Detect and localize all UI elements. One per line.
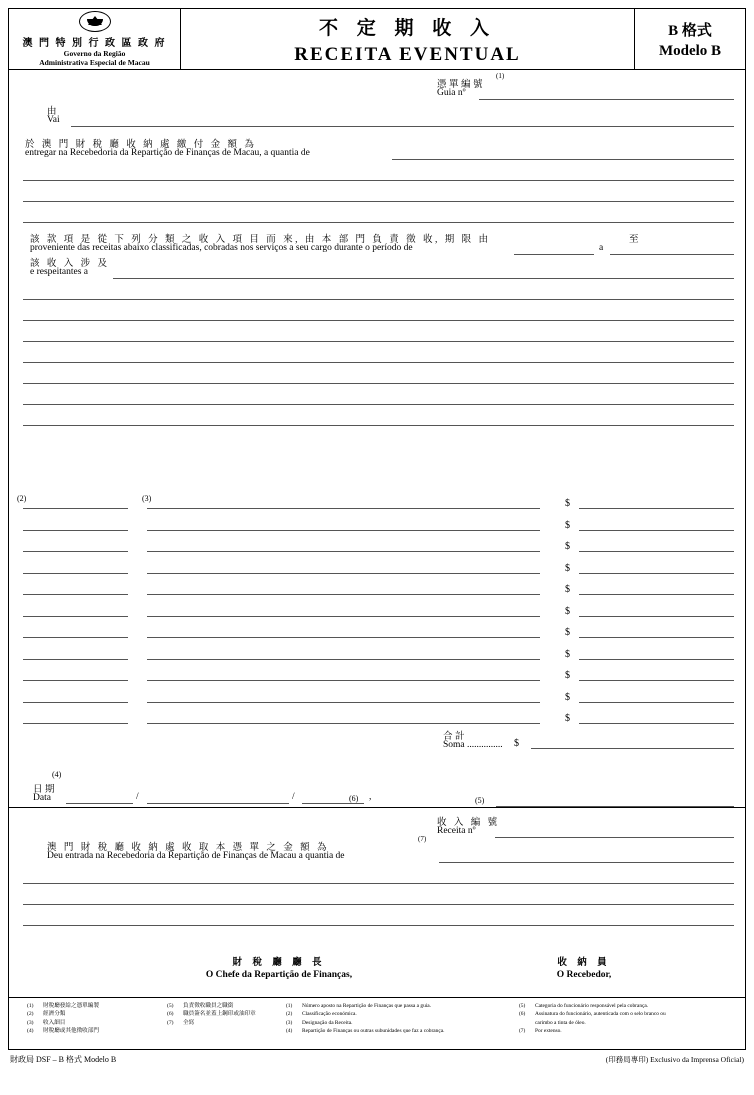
footnote-7-marker: (7) [418,835,427,843]
footnote-item [167,1019,256,1027]
item-currency-symbol: $ [565,691,570,703]
respecting-line-2[interactable] [23,299,734,300]
form-main-section [8,70,746,808]
footnote-item [519,1027,666,1035]
signature-receiver [459,954,709,980]
footnote-item [286,1002,445,1010]
classification-label-pt: proveniente das receitas abaixo classificadas, cobradas nos serviços a seu cargo durante o período de [30,243,413,253]
footnote-text: Designação da Receita. [302,1019,353,1026]
footnote-number: (6) [519,1011,526,1018]
footnote-item [519,1019,666,1027]
item-amount-line[interactable] [579,530,734,531]
item-currency-symbol: $ [565,584,570,595]
item-code-line[interactable] [23,551,128,552]
footnote-text: 收入細目 [43,1019,66,1026]
item-amount-line[interactable] [579,680,734,681]
footnote-2-marker: (2) [17,494,27,503]
receita-label-pt: Receita nº [437,826,476,836]
receita-label-cn: 收 入 編 號 [437,818,500,828]
footnote-number [519,1019,535,1027]
item-amount-line[interactable] [579,659,734,660]
footnote-text: 負責徵收職員之職銜 [183,1003,234,1009]
item-code-line[interactable] [23,723,128,724]
model-block [635,9,745,69]
document-title-block [181,9,635,69]
footnote-number: (1) [27,1003,34,1009]
guia-label-pt: Guia nº [437,88,466,98]
footnote-text: Assinatura do funcionário, autenticada com o selo branco ou [535,1011,666,1018]
date-label-pt: Data [33,793,51,803]
item-currency-symbol: $ [565,670,570,681]
footnotes-cn-col1 [27,1002,99,1036]
date-comma: , [369,792,372,802]
total-label-pt: Soma ............... [443,740,503,750]
footnotes-pt-col2 [519,1002,666,1036]
item-description-line[interactable] [147,680,540,681]
item-description-line[interactable] [147,530,540,531]
signature-chief-pt: O Chefe da Repartição de Finanças, [205,970,353,980]
receipt-entry-label-cn: 澳 門 財 稅 廳 收 納 處 收 取 本 憑 單 之 金 額 為 [47,843,330,853]
item-description-line[interactable] [147,723,540,724]
item-code-line[interactable] [23,573,128,574]
respecting-line-7[interactable] [23,404,734,405]
respecting-label-pt: e respeitantes a [30,267,89,277]
macau-emblem-icon [79,11,111,32]
item-description-line[interactable] [147,573,540,574]
total-currency-symbol: $ [514,738,519,749]
footnote-text: 財稅廳發給之憑單編製 [43,1003,99,1009]
from-label-cn: 由 [47,107,60,117]
item-code-line[interactable] [23,508,128,509]
item-currency-symbol: $ [565,605,570,617]
item-currency-symbol: $ [565,627,570,638]
guia-footnote-1: (1) [496,72,505,80]
item-description-line[interactable] [147,659,540,660]
item-code-line[interactable] [23,594,128,595]
footer-left-text: 財政局 DSF – B 格式 Modelo B [10,1055,117,1064]
respecting-line-8[interactable] [23,425,734,426]
footnote-item [167,1010,256,1018]
footnote-number: (6) [167,1011,174,1018]
item-code-line[interactable] [23,702,128,703]
receipt-amount-line-2[interactable] [23,883,734,884]
item-currency-symbol: $ [565,713,570,724]
item-currency-symbol: $ [565,648,570,660]
respecting-line-6[interactable] [23,383,734,384]
document-title-pt: RECEITA EVENTUAL [294,43,521,65]
footnote-5-marker: (5) [475,796,485,805]
footnote-6-marker: (6) [349,794,359,803]
item-description-line[interactable] [147,702,540,703]
date-year-line[interactable] [302,803,364,804]
item-currency-symbol: $ [565,498,570,509]
total-amount-line[interactable] [531,748,734,749]
item-amount-line[interactable] [579,508,734,509]
entity-label-cn: 於 澳 門 財 稅 廳 收 納 處 繳 付 金 額 為 [25,140,257,150]
footnote-number: (2) [27,1011,34,1018]
footnote-number: (1) [286,1003,293,1009]
item-code-line[interactable] [23,616,128,617]
footnote-number: (5) [519,1003,526,1009]
government-identity-block [9,9,181,69]
page-footer [8,1050,746,1070]
footnote-number: (7) [519,1028,526,1035]
date-separator-1: / [136,792,139,802]
footnote-number: (5) [167,1003,174,1009]
footnote-text: 財稅廳或其他徵收部門 [43,1028,99,1035]
receita-number-line[interactable] [495,837,734,838]
entity-label-pt: entregar na Recebedoria da Repartição de Finanças de Macau, a quantia de [25,148,310,158]
footnote-text: Repartição de Finanças ou outras subunidades que faz a cobrança. [302,1028,445,1035]
respecting-line-1[interactable] [113,278,734,279]
footnote-4-marker: (4) [52,770,62,779]
form-header [8,8,746,70]
document-title-cn: 不 定 期 收 入 [318,17,496,39]
footnote-item [286,1019,445,1027]
footnote-item [27,1027,99,1035]
item-description-line[interactable] [147,551,540,552]
item-amount-line[interactable] [579,723,734,724]
receipt-entry-label-pt: Deu entrada na Recebedoria da Repartição de Finanças de Macau a quantia de [47,851,345,861]
item-description-line[interactable] [147,616,540,617]
item-amount-line[interactable] [579,637,734,638]
government-name-pt-line2: Administrativa Especial de Macau [39,58,150,67]
footnote-number: (4) [27,1028,34,1035]
footnote-item [27,1010,99,1018]
footnote-text: carimbo a tinta de óleo. [535,1019,586,1026]
period-to-label-pt: a [599,243,604,253]
footnote-text: 全寫 [183,1019,195,1026]
item-description-line[interactable] [147,594,540,595]
item-code-line[interactable] [23,530,128,531]
footnote-3-marker: (3) [142,494,152,503]
item-currency-symbol: $ [565,562,570,574]
item-code-line[interactable] [23,637,128,638]
footnote-text: Categoria do funcionário responsável pela cobrança. [535,1003,649,1009]
model-label-pt: Modelo B [658,42,722,59]
footnote-text: Classificação económica. [302,1011,357,1018]
signature-receiver-pt: O Recebedor, [556,970,612,980]
date-separator-2: / [292,792,295,802]
item-description-line[interactable] [147,637,540,638]
form-page [8,8,746,1087]
respecting-label-cn: 該 收 入 涉 及 [30,259,110,269]
footnote-text: Por extenso. [535,1028,562,1035]
date-label-cn: 日期 [33,785,58,795]
item-code-line[interactable] [23,659,128,660]
respecting-line-4[interactable] [23,341,734,342]
item-code-line[interactable] [23,680,128,681]
guia-label-cn: 憑單編號 [437,80,486,90]
item-currency-symbol: $ [565,519,570,531]
footnote-item [27,1019,99,1027]
respecting-line-5[interactable] [23,362,734,363]
government-name-pt-line1: Governo da Região [63,49,126,58]
footnote-number: (3) [286,1019,293,1026]
footnotes-section [8,998,746,1050]
footer-right-text: (印務局專印) Exclusivo da Imprensa Oficial) [605,1055,744,1064]
signature-chief [119,954,439,980]
footnotes-cn-col2 [167,1002,256,1027]
item-amount-line[interactable] [579,702,734,703]
footnote-item [167,1002,256,1010]
signature-receiver-cn: 收 納 員 [557,958,611,968]
from-input-line[interactable] [71,126,734,127]
signature-chief-cn: 財 稅 廳 廳 長 [232,958,326,968]
signature-5-line[interactable] [496,806,734,807]
receipt-amount-line-3[interactable] [23,904,734,905]
item-amount-line[interactable] [579,594,734,595]
footnote-text: 經濟分類 [43,1011,66,1018]
receipt-amount-line-4[interactable] [23,925,734,926]
item-description-line[interactable] [147,508,540,509]
footnote-text: 職員簽名並蓋上鋼印或油印章 [183,1011,256,1018]
date-month-line[interactable] [147,803,289,804]
footnote-number: (3) [27,1019,34,1026]
amount-line-2[interactable] [23,180,734,181]
date-day-line[interactable] [66,803,133,804]
total-label-cn: 合計 [443,732,468,742]
footnote-text: Número aposto na Repartição de Finanças que passa a guia. [302,1003,432,1009]
model-label-cn: B 格式 [668,22,712,39]
item-amount-line[interactable] [579,573,734,574]
from-label-pt: Vai [47,115,60,125]
guia-input-line[interactable] [479,99,734,100]
footnote-number: (2) [286,1011,293,1018]
footnote-item [286,1027,445,1035]
footnotes-pt-col1 [286,1002,445,1036]
amount-line-3[interactable] [23,201,734,202]
footnote-number: (4) [286,1028,293,1035]
period-from-line[interactable] [514,254,594,255]
footnote-item [286,1010,445,1018]
footnote-item [27,1002,99,1010]
amount-line-4[interactable] [23,222,734,223]
government-name-cn: 澳 門 特 別 行 政 區 政 府 [22,38,167,49]
footnote-number: (7) [167,1019,174,1026]
item-currency-symbol: $ [565,541,570,552]
respecting-line-3[interactable] [23,320,734,321]
footnote-item [519,1010,666,1018]
amount-line-1[interactable] [392,159,734,160]
item-amount-line[interactable] [579,551,734,552]
classification-label-cn: 該 款 項 是 從 下 列 分 類 之 收 入 項 目 而 來, 由 本 部 門 負 責 徵 收, 期 限 由 [30,235,491,245]
receipt-amount-line-1[interactable] [439,862,734,863]
item-amount-line[interactable] [579,616,734,617]
footnote-item [519,1002,666,1010]
period-to-line[interactable] [610,254,734,255]
period-to-label-cn: 至 [629,235,642,245]
